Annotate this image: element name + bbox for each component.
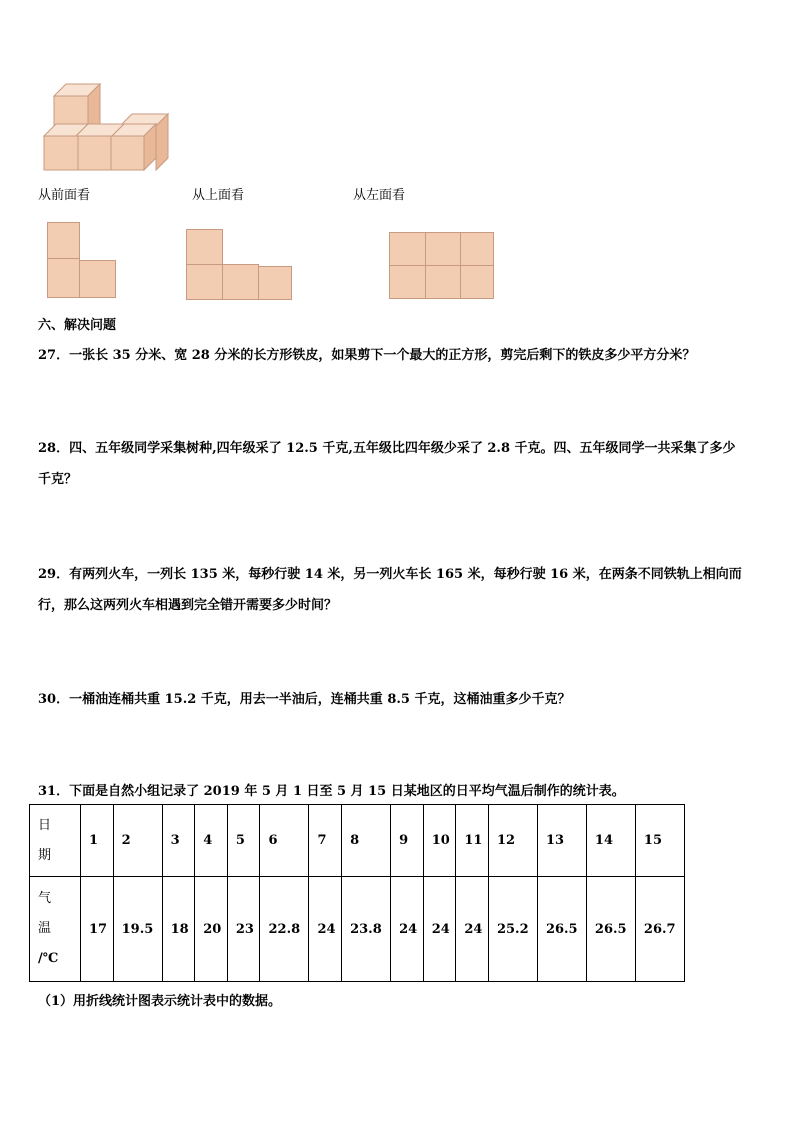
date-header-cell bbox=[30, 805, 81, 877]
day-cell: 3 bbox=[162, 805, 195, 877]
temp-cell: 25.2 bbox=[488, 877, 537, 982]
day-cell: 2 bbox=[113, 805, 162, 877]
day-cell: 11 bbox=[456, 805, 489, 877]
day-cell: 10 bbox=[423, 805, 456, 877]
day-cell: 6 bbox=[260, 805, 309, 877]
temp-cell: 26.7 bbox=[635, 877, 684, 982]
temp-cell: 23.8 bbox=[342, 877, 391, 982]
question-28-line1: 28．四、五年级同学采集树种,四年级采了 12.5 千克,五年级比四年级少采了 2.8 千克。四、五年级同学一共采集了多少 bbox=[38, 441, 736, 456]
cube-solid-figure bbox=[40, 78, 180, 178]
left-view-label: 从左面看 bbox=[353, 188, 406, 203]
front-view-label: 从前面看 bbox=[38, 188, 91, 203]
temp-cell: 20 bbox=[195, 877, 228, 982]
temp-cell: 17 bbox=[81, 877, 114, 982]
table-row-date bbox=[30, 805, 685, 877]
day-cell: 1 bbox=[81, 805, 114, 877]
temp-cell: 18 bbox=[162, 877, 195, 982]
day-cell: 13 bbox=[537, 805, 586, 877]
day-cell: 4 bbox=[195, 805, 228, 877]
question-31-sub1: （1）用折线统计图表示统计表中的数据。 bbox=[38, 994, 282, 1009]
day-cell: 12 bbox=[488, 805, 537, 877]
table-row-temperature bbox=[30, 877, 685, 982]
top-view-label: 从上面看 bbox=[192, 188, 245, 203]
day-cell: 14 bbox=[586, 805, 635, 877]
day-cell: 15 bbox=[635, 805, 684, 877]
temp-cell: 26.5 bbox=[586, 877, 635, 982]
date-header-char1: 日 bbox=[38, 817, 52, 833]
date-header-char2: 期 bbox=[38, 847, 52, 863]
question-28-line2: 千克？ bbox=[38, 472, 78, 487]
temp-cell: 24 bbox=[423, 877, 456, 982]
temp-cell: 22.8 bbox=[260, 877, 309, 982]
front-view-figure bbox=[47, 222, 127, 302]
temp-cell: 24 bbox=[309, 877, 342, 982]
left-view-figure bbox=[389, 232, 499, 304]
day-cell: 9 bbox=[391, 805, 424, 877]
question-29-line1: 29．有两列火车，一列长 135 米，每秒行驶 14 米，另一列火车长 165 米，每秒行驶 16 米，在两条不同铁轨上相向而 bbox=[38, 567, 742, 582]
temp-cell: 19.5 bbox=[113, 877, 162, 982]
temperature-header-cell bbox=[30, 877, 81, 982]
top-view-figure bbox=[186, 229, 296, 304]
temp-cell: 24 bbox=[456, 877, 489, 982]
question-27: 27．一张长 35 分米、宽 28 分米的长方形铁皮，如果剪下一个最大的正方形，剪完后剩下的铁皮多少平方分米？ bbox=[38, 348, 696, 363]
temp-cell: 23 bbox=[227, 877, 260, 982]
question-30: 30．一桶油连桶共重 15.2 千克，用去一半油后，连桶共重 8.5 千克，这桶油重多少千克？ bbox=[38, 692, 571, 707]
question-29-line2: 行，那么这两列火车相遇到完全错开需要多少时间？ bbox=[38, 598, 338, 613]
temp-header-char1: 气 bbox=[38, 891, 52, 906]
temperature-table bbox=[29, 804, 685, 982]
day-cell: 5 bbox=[227, 805, 260, 877]
temp-cell: 24 bbox=[391, 877, 424, 982]
section-title: 六、解决问题 bbox=[38, 318, 117, 333]
day-cell: 8 bbox=[342, 805, 391, 877]
temp-header-unit: /℃ bbox=[38, 951, 59, 966]
question-31: 31．下面是自然小组记录了 2019 年 5 月 1 日至 5 月 15 日某地区的日平均气温后制作的统计表。 bbox=[38, 784, 625, 799]
temp-header-char2: 温 bbox=[38, 921, 52, 936]
day-cell: 7 bbox=[309, 805, 342, 877]
temp-cell: 26.5 bbox=[537, 877, 586, 982]
